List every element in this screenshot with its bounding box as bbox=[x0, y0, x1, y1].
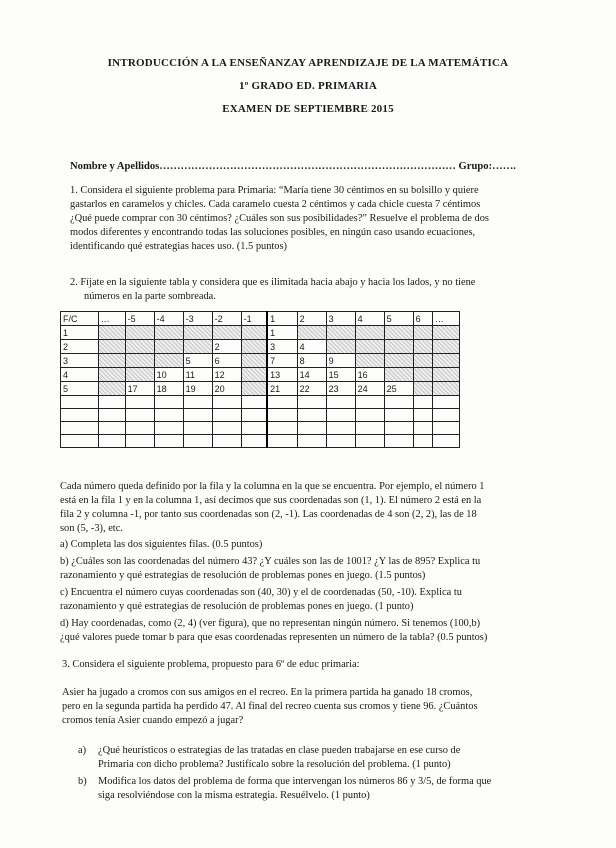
table-cell-blank[interactable] bbox=[212, 409, 241, 422]
table-cell bbox=[241, 354, 267, 368]
table-cell bbox=[432, 382, 459, 396]
table-row-blank[interactable] bbox=[61, 435, 460, 448]
q3-item-line: Modifica los datos del problema de forma que intervengan los números 86 y 3/5, de forma que bbox=[98, 776, 492, 787]
table-cell-blank[interactable] bbox=[297, 435, 326, 448]
table-cell bbox=[125, 368, 154, 382]
table-cell bbox=[241, 382, 267, 396]
table-cell bbox=[413, 340, 432, 354]
table-cell-blank[interactable] bbox=[432, 396, 459, 409]
table-cell bbox=[384, 368, 413, 382]
table-cell: 10 bbox=[154, 368, 183, 382]
table-cell bbox=[183, 326, 212, 340]
table-row bbox=[61, 368, 460, 382]
table-cell bbox=[413, 382, 432, 396]
table-cell bbox=[355, 354, 384, 368]
table-cell: 21 bbox=[267, 382, 297, 396]
table-cell-blank[interactable] bbox=[98, 409, 125, 422]
table-cell-blank[interactable] bbox=[413, 435, 432, 448]
grade-heading: 1º GRADO ED. PRIMARIA bbox=[239, 80, 377, 92]
table-cell-blank[interactable] bbox=[355, 422, 384, 435]
table-cell-blank[interactable] bbox=[413, 396, 432, 409]
table-cell bbox=[98, 326, 125, 340]
table-cell-blank[interactable] bbox=[154, 396, 183, 409]
table-cell: 1 bbox=[61, 326, 99, 340]
table-cell bbox=[98, 368, 125, 382]
q2-part-d-cont: ¿qué valores puede tomar b para que esas coordenadas representen un número de la tabla? (0.5 puntos) bbox=[60, 632, 488, 643]
table-row-blank[interactable] bbox=[61, 409, 460, 422]
table-header-cell: 1 bbox=[267, 312, 297, 326]
table-cell-blank[interactable] bbox=[241, 396, 267, 409]
table-cell-blank[interactable] bbox=[326, 422, 355, 435]
table-cell bbox=[297, 326, 326, 340]
table-cell bbox=[98, 382, 125, 396]
table-cell: 15 bbox=[326, 368, 355, 382]
table-cell bbox=[413, 326, 432, 340]
table-cell-blank[interactable] bbox=[241, 422, 267, 435]
table-cell-blank[interactable] bbox=[432, 435, 459, 448]
table-cell-blank[interactable] bbox=[297, 422, 326, 435]
table-cell-blank[interactable] bbox=[183, 435, 212, 448]
table-header-cell: -3 bbox=[183, 312, 212, 326]
table-cell bbox=[125, 340, 154, 354]
table-cell-blank[interactable] bbox=[384, 422, 413, 435]
table-cell: 1 bbox=[267, 326, 297, 340]
table-cell: 2 bbox=[212, 340, 241, 354]
q2-part-c: c) Encuentra el número cuyas coordenadas son (40, 30) y el de coordenadas (50, -10). Explica tu bbox=[60, 587, 462, 598]
table-cell bbox=[154, 326, 183, 340]
document-title: INTRODUCCIÓN A LA ENSEÑANZAY APRENDIZAJE DE LA MATEMÁTICA bbox=[107, 57, 509, 69]
q2-body-line: fila 2 y columna -1, por tanto sus coordenadas son (2, -1). Las coordenadas de 4 son (2, 2), las de 18 bbox=[60, 509, 477, 520]
table-cell bbox=[125, 354, 154, 368]
table-cell bbox=[154, 354, 183, 368]
q2-part-c-cont: razonamiento y qué estrategias de resolución de problemas pones en juego. (1 punto) bbox=[60, 601, 414, 612]
table-cell-blank[interactable] bbox=[297, 409, 326, 422]
table-row-blank[interactable] bbox=[61, 396, 460, 409]
table-cell: 17 bbox=[125, 382, 154, 396]
table-cell-blank[interactable] bbox=[125, 396, 154, 409]
table-cell: 6 bbox=[212, 354, 241, 368]
table-header-cell: -5 bbox=[125, 312, 154, 326]
table-cell bbox=[241, 326, 267, 340]
table-cell-blank[interactable] bbox=[212, 396, 241, 409]
q3-item-mark: a) bbox=[78, 745, 87, 756]
table-row bbox=[61, 382, 460, 396]
table-cell-blank[interactable] bbox=[125, 435, 154, 448]
table-row bbox=[61, 326, 460, 340]
q3-item-line: Primaria con dicho problema? Justifícalo sobre la resolución del problema. (1 punto) bbox=[98, 759, 451, 770]
table-cell bbox=[432, 368, 459, 382]
table-cell-blank[interactable] bbox=[212, 422, 241, 435]
table-cell-blank[interactable] bbox=[432, 409, 459, 422]
table-cell bbox=[355, 326, 384, 340]
table-cell bbox=[355, 340, 384, 354]
q3-problem-line: Asier ha jugado a cromos con sus amigos en el recreo. En la primera partida ha ganado 18 cromos, bbox=[62, 687, 473, 698]
table-cell-blank[interactable] bbox=[241, 409, 267, 422]
q2-intro-line: 2. Fíjate en la siguiente tabla y considera que es ilimitada hacia abajo y hacia los lados, y no tiene bbox=[70, 277, 476, 288]
table-cell: 23 bbox=[326, 382, 355, 396]
table-cell bbox=[384, 354, 413, 368]
table-cell bbox=[98, 354, 125, 368]
table-cell bbox=[432, 340, 459, 354]
table-header-cell: 4 bbox=[355, 312, 384, 326]
table-cell: 4 bbox=[61, 368, 99, 382]
table-cell-blank[interactable] bbox=[326, 409, 355, 422]
table-cell-blank[interactable] bbox=[384, 435, 413, 448]
table-cell bbox=[241, 340, 267, 354]
table-row bbox=[61, 340, 460, 354]
table-cell: 8 bbox=[297, 354, 326, 368]
table-cell bbox=[326, 326, 355, 340]
table-cell bbox=[154, 340, 183, 354]
table-cell-blank[interactable] bbox=[267, 396, 297, 409]
q2-body-line: Cada número queda definido por la fila y la columna en la que se encuentra. Por ejemplo, el número 1 bbox=[60, 481, 485, 492]
table-cell: 4 bbox=[297, 340, 326, 354]
table-cell: 19 bbox=[183, 382, 212, 396]
table-cell-blank[interactable] bbox=[326, 396, 355, 409]
q2-part-b: b) ¿Cuáles son las coordenadas del número 43? ¿Y cuáles son las de 1001? ¿Y las de 895? Explica tu bbox=[60, 556, 481, 567]
table-header-cell: -1 bbox=[241, 312, 267, 326]
table-cell-blank[interactable] bbox=[267, 409, 297, 422]
table-cell: 2 bbox=[61, 340, 99, 354]
q3-item-line: ¿Qué heurísticos o estrategias de las tratadas en clase pueden trabajarse en ese curso de bbox=[98, 745, 461, 756]
table-cell: 22 bbox=[297, 382, 326, 396]
table-cell bbox=[432, 326, 459, 340]
table-header-cell: -4 bbox=[154, 312, 183, 326]
table-cell-blank[interactable] bbox=[355, 409, 384, 422]
table-cell: 7 bbox=[267, 354, 297, 368]
table-cell-blank[interactable] bbox=[183, 409, 212, 422]
table-cell: 16 bbox=[355, 368, 384, 382]
table-cell bbox=[326, 340, 355, 354]
table-header-cell: F/C bbox=[61, 312, 99, 326]
table-header-cell: 3 bbox=[326, 312, 355, 326]
table-cell-blank[interactable] bbox=[98, 422, 125, 435]
q2-part-a: a) Completa las dos siguientes filas. (0.5 puntos) bbox=[60, 539, 263, 550]
coordinates-table bbox=[60, 311, 460, 448]
table-header-cell: … bbox=[98, 312, 125, 326]
table-cell: 9 bbox=[326, 354, 355, 368]
table-cell: 14 bbox=[297, 368, 326, 382]
table-cell-blank[interactable] bbox=[183, 422, 212, 435]
table-cell bbox=[125, 326, 154, 340]
table-cell-blank[interactable] bbox=[297, 396, 326, 409]
q2-body-line: son (5, -3), etc. bbox=[60, 523, 123, 534]
q2-intro-line: números en la parte sombreada. bbox=[84, 291, 216, 302]
table-cell-blank[interactable] bbox=[413, 409, 432, 422]
table-cell bbox=[432, 354, 459, 368]
q1-line: 1. Considera el siguiente problema para Primaria: “María tiene 30 céntimos en su bolsillo y quiere bbox=[70, 185, 479, 196]
table-cell-blank[interactable] bbox=[267, 422, 297, 435]
table-cell bbox=[183, 340, 212, 354]
table-cell: 18 bbox=[154, 382, 183, 396]
table-cell bbox=[384, 326, 413, 340]
table-cell: 20 bbox=[212, 382, 241, 396]
table-cell-blank[interactable] bbox=[326, 435, 355, 448]
table-cell bbox=[384, 340, 413, 354]
name-group-field[interactable]: Nombre y Apellidos………………………………………………………………………… Grupo:……. bbox=[70, 161, 516, 172]
table-cell: 5 bbox=[183, 354, 212, 368]
table-cell-blank[interactable] bbox=[61, 409, 99, 422]
table-cell bbox=[98, 340, 125, 354]
table-row bbox=[61, 354, 460, 368]
table-cell-blank[interactable] bbox=[355, 435, 384, 448]
table-cell bbox=[212, 326, 241, 340]
table-header-cell: 5 bbox=[384, 312, 413, 326]
table-cell: 13 bbox=[267, 368, 297, 382]
q3-intro: 3. Considera el siguiente problema, propuesto para 6º de educ primaria: bbox=[62, 659, 360, 670]
table-cell bbox=[413, 368, 432, 382]
table-cell-blank[interactable] bbox=[241, 435, 267, 448]
q2-part-d: d) Hay coordenadas, como (2, 4) (ver figura), que no representan ningún número. Si tenemos (100,b) bbox=[60, 618, 481, 629]
table-cell-blank[interactable] bbox=[98, 435, 125, 448]
table-cell-blank[interactable] bbox=[154, 435, 183, 448]
table-cell-blank[interactable] bbox=[61, 396, 99, 409]
q1-line: ¿Qué puede comprar con 30 céntimos? ¿Cuáles son sus posibilidades?” Resuelve el problema de dos bbox=[70, 213, 489, 224]
q2-body-line: está en la fila 1 y en la columna 1, así decimos que sus coordenadas son (1, 1). El número 2 está en la bbox=[60, 495, 482, 506]
table-cell-blank[interactable] bbox=[384, 396, 413, 409]
table-header-cell: … bbox=[432, 312, 459, 326]
table-cell: 3 bbox=[61, 354, 99, 368]
q2-part-b-cont: razonamiento y qué estrategias de resolución de problemas pones en juego. (1.5 puntos) bbox=[60, 570, 426, 581]
table-cell: 5 bbox=[61, 382, 99, 396]
table-cell-blank[interactable] bbox=[384, 409, 413, 422]
table-cell bbox=[413, 354, 432, 368]
table-cell-blank[interactable] bbox=[61, 422, 99, 435]
table-cell: 25 bbox=[384, 382, 413, 396]
table-cell: 12 bbox=[212, 368, 241, 382]
table-cell-blank[interactable] bbox=[98, 396, 125, 409]
table-cell-blank[interactable] bbox=[212, 435, 241, 448]
table-cell-blank[interactable] bbox=[432, 422, 459, 435]
q3-item-line: siga resolviéndose con la misma estrategia. Resuélvelo. (1 punto) bbox=[98, 790, 370, 801]
table-header-cell: 6 bbox=[413, 312, 432, 326]
table-cell-blank[interactable] bbox=[267, 435, 297, 448]
q3-problem-line: cromos tenía Asier cuando empezó a jugar? bbox=[62, 715, 244, 726]
table-cell-blank[interactable] bbox=[183, 396, 212, 409]
table-header-row bbox=[61, 312, 460, 326]
table-cell-blank[interactable] bbox=[125, 422, 154, 435]
q1-line: gastarlos en caramelos y chicles. Cada caramelo cuesta 2 céntimos y cada chicle cuesta 7 céntimos bbox=[70, 199, 481, 210]
table-cell: 3 bbox=[267, 340, 297, 354]
table-cell bbox=[241, 368, 267, 382]
table-row-blank[interactable] bbox=[61, 422, 460, 435]
q3-item-mark: b) bbox=[78, 776, 87, 787]
table-cell-blank[interactable] bbox=[355, 396, 384, 409]
exam-heading: EXAMEN DE SEPTIEMBRE 2015 bbox=[222, 103, 394, 115]
table-header-cell: 2 bbox=[297, 312, 326, 326]
q1-line: modos diferentes y encontrando todas las soluciones posibles, en ningún caso usando ecuaciones, bbox=[70, 227, 476, 238]
table-cell-blank[interactable] bbox=[154, 409, 183, 422]
table-cell: 11 bbox=[183, 368, 212, 382]
table-cell: 24 bbox=[355, 382, 384, 396]
table-cell-blank[interactable] bbox=[413, 422, 432, 435]
q1-line: identificando qué estrategias haces uso. (1.5 puntos) bbox=[70, 241, 287, 252]
table-cell-blank[interactable] bbox=[125, 409, 154, 422]
table-cell-blank[interactable] bbox=[61, 435, 99, 448]
q3-problem-line: pero en la segunda partida ha perdido 47. Al final del recreo cuenta sus cromos y tiene 96. ¿Cuántos bbox=[62, 701, 478, 712]
table-cell-blank[interactable] bbox=[154, 422, 183, 435]
table-header-cell: -2 bbox=[212, 312, 241, 326]
